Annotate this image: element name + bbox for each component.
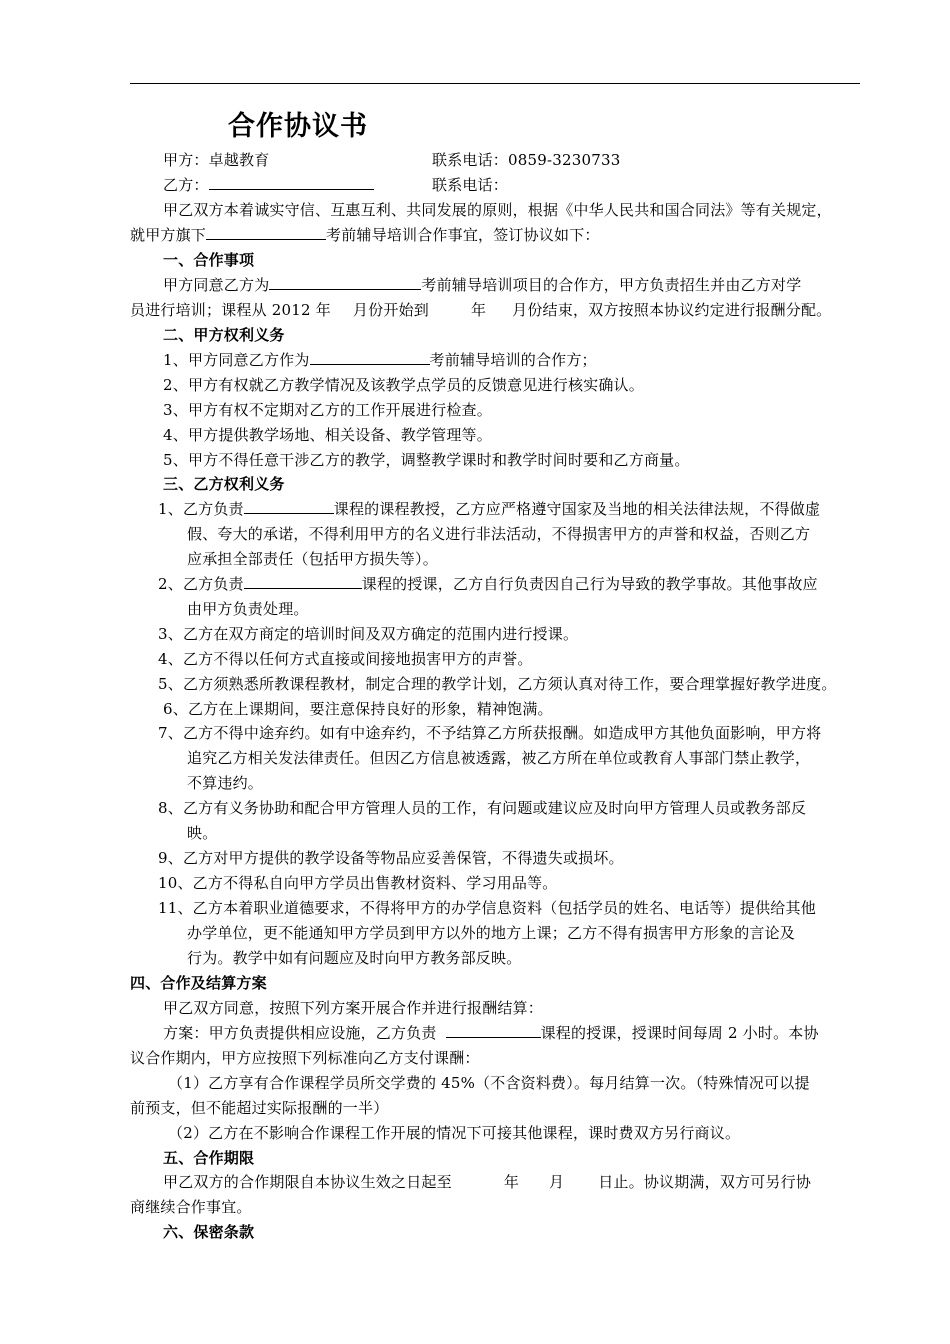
s3-item-8-cont: 映。: [187, 824, 218, 842]
s5-line-2: 商继续合作事宜。: [130, 1198, 252, 1216]
s1-start-year: 员进行培训；课程从 2012 年: [130, 301, 331, 319]
intro-text-b: 考前辅导培训合作事宜，签订协议如下：: [326, 226, 600, 244]
s3-item-1-a: 1、乙方负责: [158, 500, 244, 518]
section-1-heading: 一、合作事项: [163, 251, 255, 269]
s2-item-3: 3、甲方有权不定期对乙方的工作开展进行检查。: [163, 401, 492, 419]
s3-item-6: 6、乙方在上课期间，要注意保持良好的形象，精神饱满。: [163, 700, 553, 718]
s2-item-1: [163, 349, 597, 371]
s5-term-a: 甲乙双方的合作期限自本协议生效之日起至: [163, 1173, 452, 1191]
s4-line-2: [163, 1022, 819, 1044]
s3-item-7-cont-2: 不算违约。: [187, 774, 264, 792]
section-1-line-2: [130, 299, 831, 321]
s3-item-11-cont-1: 办学单位，更不能通知甲方学员到甲方以外的地方上课；乙方不得有损害甲方形象的言论及: [187, 924, 796, 942]
s3-course-blank-2: [244, 573, 362, 589]
s3-item-9: 9、乙方对甲方提供的教学设备等物品应妥善保管，不得遗失或损坏。: [158, 849, 624, 867]
party-b-label: 乙方：: [163, 176, 209, 194]
party-b-name-blank: [209, 174, 374, 190]
section-2-heading: 二、甲方权利义务: [163, 326, 285, 344]
party-b-phone: [432, 174, 508, 196]
s4-line-4: （1）乙方享有合作课程学员所交学费的 45%（不含资料费）。每月结算一次。（特殊情况可以提: [168, 1074, 810, 1092]
s1-end-year: 年: [470, 301, 487, 319]
party-a-phone-label: 联系电话：: [432, 151, 509, 169]
intro-line-1: 甲乙双方本着诚实守信、互惠互利、共同发展的原则，根据《中华人民共和国合同法》等有关规定，: [163, 201, 832, 219]
intro-line-2: [130, 224, 600, 246]
section-3-heading: 三、乙方权利义务: [163, 475, 285, 493]
s3-course-blank-1: [244, 498, 334, 514]
s5-term-b: 日止。协议期满，双方可另行协: [598, 1173, 812, 1191]
intro-text-a: 就甲方旗下: [130, 226, 207, 244]
party-a-name: 卓越教育: [208, 151, 270, 169]
s3-item-3: 3、乙方在双方商定的培训时间及双方确定的范围内进行授课。: [158, 625, 579, 643]
s3-item-1-cont-2: 应承担全部责任（包括甲方损失等）。: [187, 550, 438, 568]
program-blank: [206, 224, 326, 240]
s3-item-7: 7、乙方不得中途弃约。如有中途弃约，不予结算乙方所获报酬。如造成甲方其他负面影响，甲方将: [158, 724, 822, 742]
s1-text-b: 考前辅导培训项目的合作方，甲方负责招生并由乙方对学: [421, 276, 802, 294]
party-a-phone: [432, 149, 620, 171]
section-5-heading: 五、合作期限: [163, 1149, 255, 1167]
s2-item-1-a: 1、甲方同意乙方作为: [163, 351, 310, 369]
s4-line-5: 前预支，但不能超过实际报酬的一半）: [130, 1099, 389, 1117]
s3-item-10: 10、乙方不得私自向甲方学员出售教材资料、学习用品等。: [158, 874, 558, 892]
party-b-line: [163, 174, 374, 196]
s2-item-4: 4、甲方提供教学场地、相关设备、教学管理等。: [163, 426, 492, 444]
document-title: 合作协议书: [228, 111, 368, 142]
s5-line-1: [163, 1171, 811, 1193]
s4-line-6: （2）乙方在不影响合作课程工作开展的情况下可接其他课程，课时费双方另行商议。: [168, 1124, 741, 1142]
s3-item-7-cont-1: 追究乙方相关发法律责任。但因乙方信息被透露，被乙方所在单位或教育人事部门禁止教学，: [187, 749, 811, 767]
s3-item-4: 4、乙方不得以任何方式直接或间接地损害甲方的声誉。: [158, 650, 533, 668]
party-a-line: [163, 149, 269, 171]
s3-item-1: [158, 498, 820, 520]
s3-item-1-b: 课程的课程教授，乙方应严格遵守国家及当地的相关法律法规，不得做虚: [333, 500, 821, 518]
s3-item-11-cont-2: 行为。教学中如有问题应及时向甲方教务部反映。: [187, 949, 522, 967]
s3-item-2-b: 课程的授课，乙方自行负责因自己行为导致的教学事故。其他事故应: [361, 575, 818, 593]
s3-item-1-cont-1: 假、夸大的承诺，不得利用甲方的名义进行非法活动，不得损害甲方的声誉和权益，否则乙方: [187, 525, 811, 543]
s5-year: 年: [503, 1173, 520, 1191]
s4-scheme-b: 课程的授课，授课时间每周 2 小时。本协: [540, 1024, 819, 1042]
s3-item-11: 11、乙方本着职业道德要求，不得将甲方的办学信息资料（包括学员的姓名、电话等）提供给其他: [158, 899, 816, 917]
s4-scheme-a: 方案：甲方负责提供相应设施，乙方负责: [163, 1024, 437, 1042]
s1-text-a: 甲方同意乙方为: [163, 276, 270, 294]
section-1-line-1: [163, 274, 801, 296]
party-a-label: 甲方：: [163, 151, 209, 169]
s2-item-2: 2、甲方有权就乙方教学情况及该教学点学员的反馈意见进行核实确认。: [163, 376, 644, 394]
s2-item-1-b: 考前辅导培训的合作方；: [429, 351, 597, 369]
s1-end-text: 月份结束，双方按照本协议约定进行报酬分配。: [512, 301, 832, 319]
section-6-heading: 六、保密条款: [163, 1223, 255, 1241]
party-a-phone-value: 0859-3230733: [508, 151, 621, 169]
s3-item-5: 5、乙方须熟悉所教课程教材，制定合理的教学计划，乙方须认真对待工作，要合理掌握好教学进度。: [158, 675, 837, 693]
s3-item-2: [158, 573, 818, 595]
s4-line-3: 议合作期内，甲方应按照下列标准向乙方支付课酬：: [130, 1049, 480, 1067]
party-b-phone-label: 联系电话：: [432, 176, 509, 194]
s4-line-1: 甲乙双方同意，按照下列方案开展合作并进行报酬结算：: [163, 999, 544, 1017]
s1-start-month: 月份开始到: [352, 301, 429, 319]
s3-item-2-a: 2、乙方负责: [158, 575, 244, 593]
s5-month: 月: [549, 1173, 565, 1191]
s3-item-2-cont: 由甲方负责处理。: [187, 600, 309, 618]
header-rule: [130, 83, 860, 84]
s3-item-8: 8、乙方有义务协助和配合甲方管理人员的工作，有问题或建议应及时向甲方管理人员或教务部反: [158, 799, 807, 817]
s2-program-blank: [310, 349, 430, 365]
s2-item-5: 5、甲方不得任意干涉乙方的教学，调整教学课时和教学时间时要和乙方商量。: [163, 451, 690, 469]
section-4-heading: 四、合作及结算方案: [130, 974, 267, 992]
s1-program-blank: [269, 274, 421, 290]
s4-course-blank: [446, 1022, 541, 1038]
